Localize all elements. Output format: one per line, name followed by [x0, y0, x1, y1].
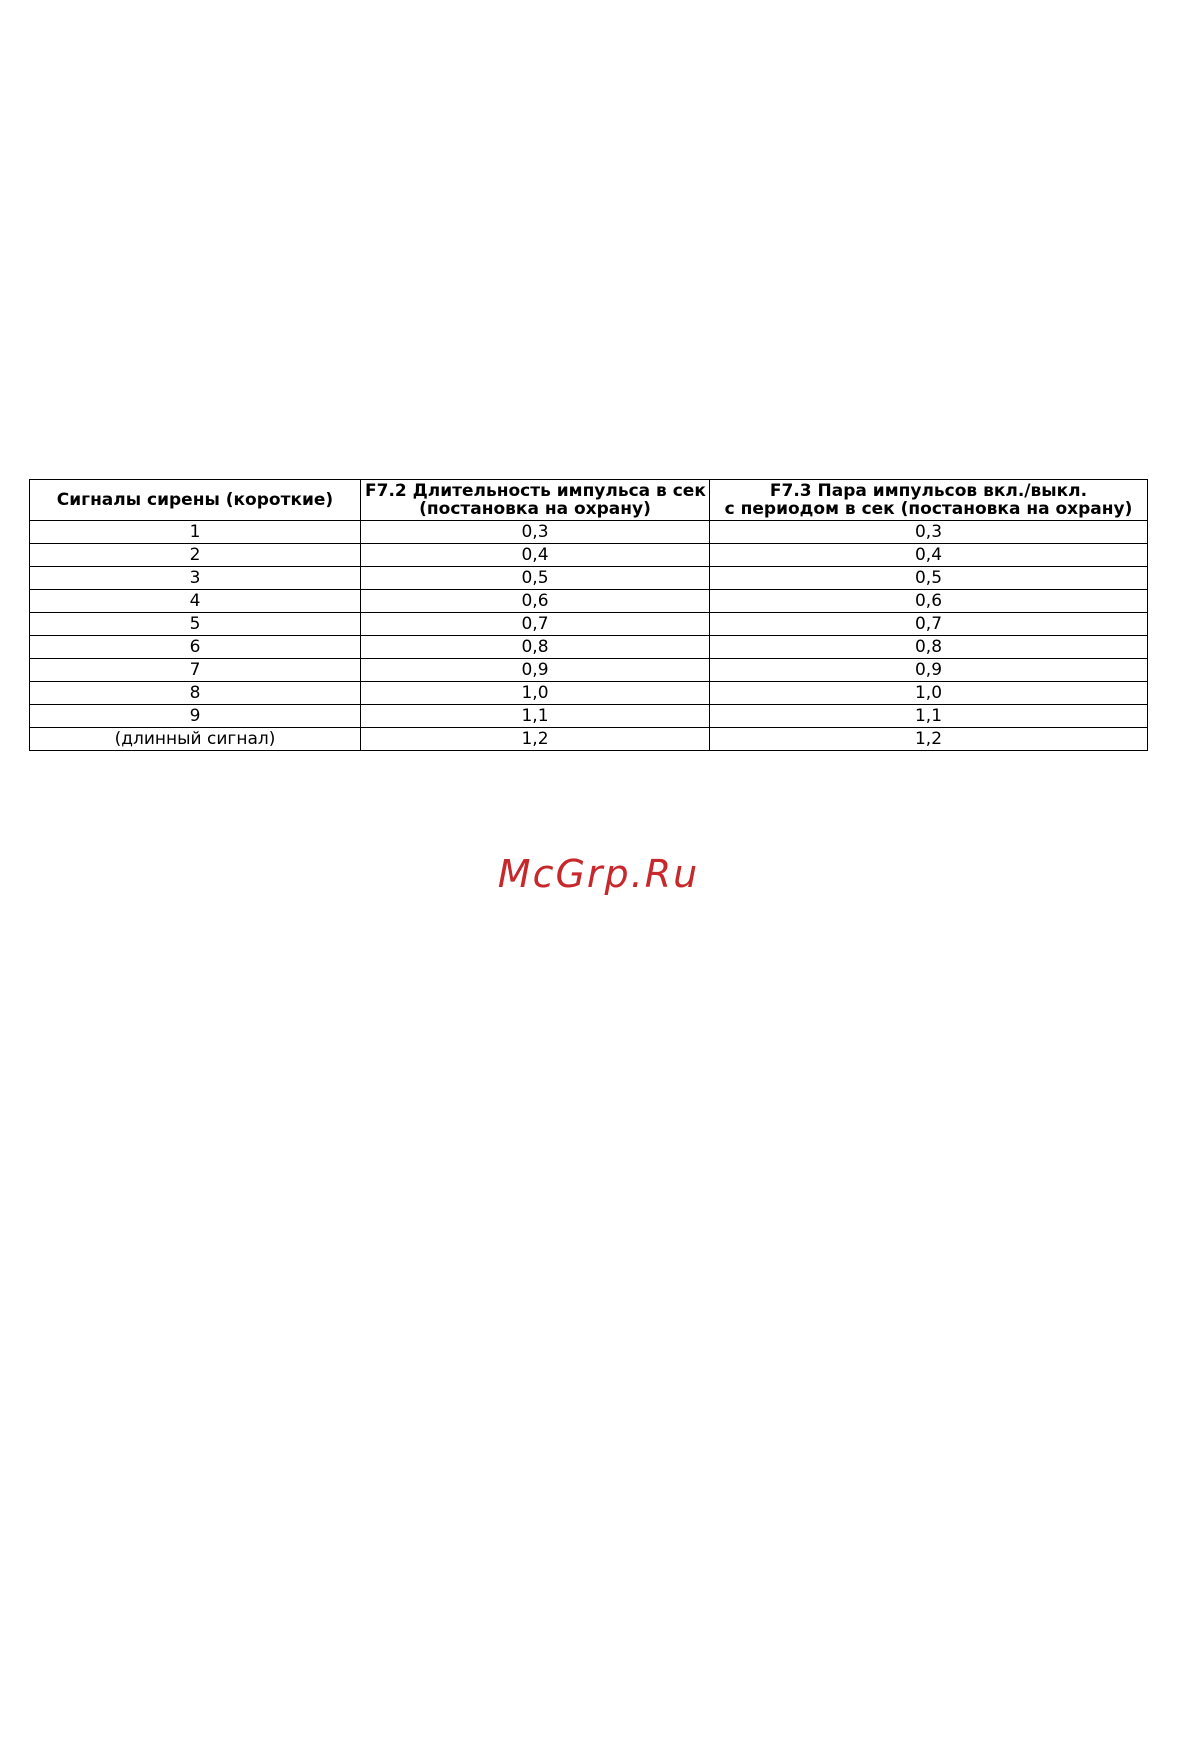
cell-f72: 0,4	[361, 544, 710, 567]
cell-f73: 0,3	[710, 521, 1148, 544]
table-row	[30, 682, 1148, 705]
table-header-row	[30, 480, 1148, 521]
table-row	[30, 521, 1148, 544]
table-row	[30, 728, 1148, 751]
cell-f73: 0,9	[710, 659, 1148, 682]
table-row	[30, 705, 1148, 728]
header-siren-signals: Сигналы сирены (короткие)	[30, 480, 361, 521]
cell-f72: 0,8	[361, 636, 710, 659]
table-row	[30, 636, 1148, 659]
cell-signal: 3	[30, 567, 361, 590]
cell-f72: 0,3	[361, 521, 710, 544]
table-row	[30, 590, 1148, 613]
cell-f73: 0,7	[710, 613, 1148, 636]
header-f72-pulse-duration: F7.2 Длительность импульса в сек (постановка на охрану)	[361, 480, 710, 521]
cell-f73: 0,6	[710, 590, 1148, 613]
cell-f72: 0,6	[361, 590, 710, 613]
cell-f72: 0,5	[361, 567, 710, 590]
cell-signal: 2	[30, 544, 361, 567]
watermark-logo: McGrp.Ru	[497, 852, 700, 896]
siren-signals-table	[29, 479, 1148, 751]
cell-signal: (длинный сигнал)	[30, 728, 361, 751]
cell-f73: 1,0	[710, 682, 1148, 705]
cell-f72: 0,7	[361, 613, 710, 636]
cell-signal: 5	[30, 613, 361, 636]
cell-signal: 7	[30, 659, 361, 682]
cell-f73: 0,4	[710, 544, 1148, 567]
cell-signal: 9	[30, 705, 361, 728]
cell-f73: 0,8	[710, 636, 1148, 659]
cell-signal: 4	[30, 590, 361, 613]
cell-f72: 1,2	[361, 728, 710, 751]
table-row	[30, 544, 1148, 567]
cell-f73: 0,5	[710, 567, 1148, 590]
cell-f72: 1,1	[361, 705, 710, 728]
cell-f72: 1,0	[361, 682, 710, 705]
cell-f73: 1,2	[710, 728, 1148, 751]
cell-signal: 6	[30, 636, 361, 659]
cell-signal: 1	[30, 521, 361, 544]
cell-signal: 8	[30, 682, 361, 705]
table-row	[30, 613, 1148, 636]
header-f73-pulse-pair: F7.3 Пара импульсов вкл./выкл. с периодом в сек (постановка на охрану)	[710, 480, 1148, 521]
table-row	[30, 567, 1148, 590]
cell-f72: 0,9	[361, 659, 710, 682]
table-row	[30, 659, 1148, 682]
cell-f73: 1,1	[710, 705, 1148, 728]
